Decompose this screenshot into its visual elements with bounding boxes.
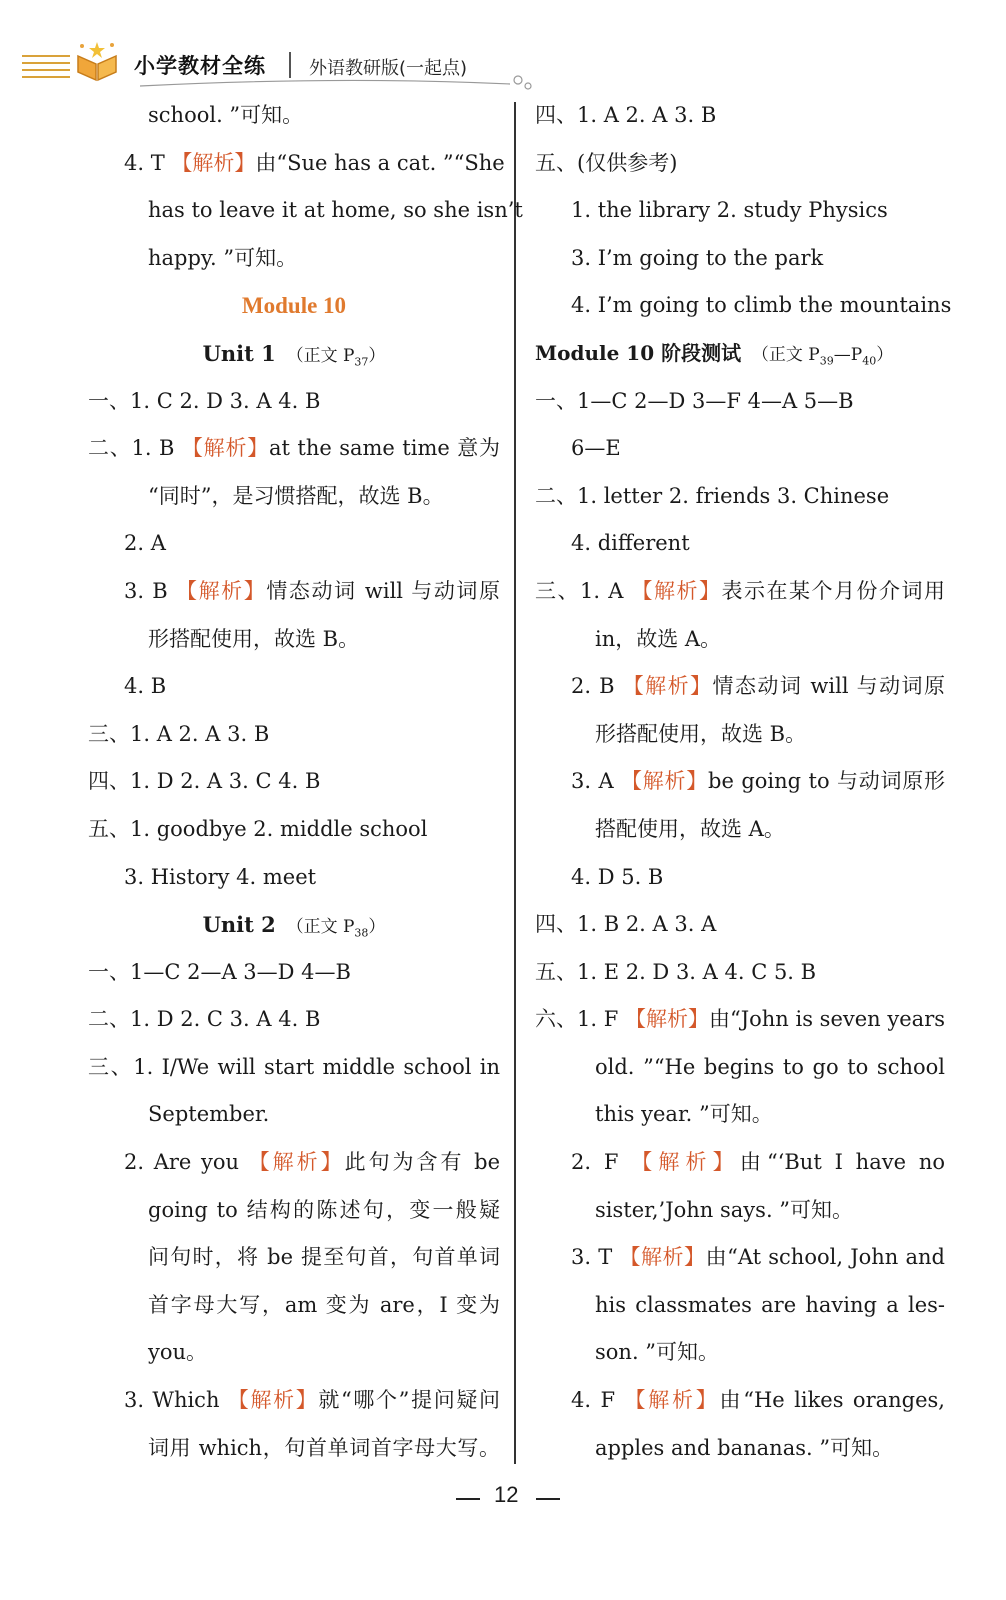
answer-text: September. [148,1102,270,1127]
answer-text: at the same time 意为 [268,436,501,461]
answer-line [88,378,500,426]
answer-text: 4. T [124,150,172,175]
ref-text: （正文 P [286,917,355,938]
answer-text: Module 10 阶段测试 [535,340,742,365]
answer-line [88,1044,500,1092]
left-column [88,92,523,1472]
unit-heading [88,330,500,378]
answer-line [535,1187,945,1235]
answer-text: 二、1. D 2. C 3. A 4. B [88,1007,321,1032]
answer-text: 由“Sue has a cat. ”“She [255,150,505,175]
answer-line [535,1282,945,1330]
answer-line [535,711,945,759]
answer-text: 形搭配使用，故选 B。 [148,626,360,651]
answer-line [88,425,500,473]
answer-text: 一、1. C 2. D 3. A 4. B [88,388,321,413]
answer-text: Module 10 [241,293,347,319]
answer-line [535,996,945,1044]
answer-line [88,473,500,521]
answer-text: this year. ”可知。 [595,1102,773,1127]
answer-line [535,616,945,664]
answer-text: 2. F [571,1150,632,1175]
answer-text: 四、1. B 2. A 3. A [535,912,717,937]
answer-text: 三、1. A [535,578,632,603]
answer-line [88,1282,500,1330]
answer-line [88,140,505,188]
answer-text: apples and bananas. ”可知。 [595,1435,894,1460]
answer-line [88,568,500,616]
header-decoration-lines [22,55,70,83]
textbook-page-ref [276,917,386,940]
answer-text: 3. B [124,578,176,603]
answer-line [88,996,500,1044]
answer-text: 二、1. letter 2. friends 3. Chinese [535,483,890,508]
answer-text: Unit 2 [202,912,276,938]
answer-line [88,949,500,997]
header-swoosh [140,72,535,92]
analysis-tag: 【解析】 [181,436,269,461]
answer-text: 词用 which，句首单词首字母大写。 [148,1435,500,1460]
answer-text: school. ”可知。 [148,103,304,127]
answer-line [88,92,500,140]
answer-line [535,187,945,235]
answer-line [535,425,945,473]
answer-text: his classmates are having a les- [595,1292,945,1317]
answer-text: 3. T [571,1245,620,1270]
ref-text: ） [368,345,386,366]
footer-dash-right [536,1498,560,1500]
analysis-tag: 【解析】 [621,769,709,794]
answer-text: 三、1. A 2. A 3. B [88,721,270,746]
answer-text: old. ”“He begins to go to school [595,1054,945,1079]
answer-line [88,711,500,759]
answer-text: you。 [148,1340,208,1365]
answer-line [535,663,945,711]
textbook-page-ref [276,345,386,369]
answer-line [88,1187,500,1235]
open-book-icon [72,36,122,82]
ref-text: ） [368,917,386,938]
answer-line [535,140,945,188]
answer-line [88,806,500,854]
answer-line [535,901,945,949]
answer-line [535,235,945,283]
answer-text: 2. B [571,674,623,699]
answer-line [535,520,945,568]
ref-page: 37 [354,355,369,369]
analysis-tag: 【解析】 [171,150,256,175]
answer-text: 情态动词 will 与动词原 [266,578,500,603]
answer-text: 问句时，将 be 提至句首，句首单词 [148,1245,500,1270]
analysis-tag: 【解析】 [622,674,713,699]
analysis-tag: 【解析】 [227,1388,319,1413]
answer-text: 6—E [571,436,621,461]
answer-text: 3. A [571,769,622,794]
series-title: 小学教材全练 [134,54,266,78]
answer-text: 五、(仅供参考) [535,150,678,175]
answer-text: 五、1. E 2. D 3. A 4. C 5. B [535,959,817,984]
page-footer [0,1478,1006,1518]
answer-line [88,187,523,235]
answer-line [535,758,945,806]
test-heading [535,330,945,378]
column-divider [514,102,516,1464]
answer-text: 1. the library 2. study Physics [571,198,888,223]
answer-text: 由“John is seven years [708,1007,946,1032]
answer-line [535,568,945,616]
page-number: 12 [494,1482,519,1507]
answer-line [535,1377,945,1425]
answer-text: 4. different [571,531,690,556]
answer-text: 由“‘But I have no [739,1150,946,1175]
answer-text: 形搭配使用，故选 B。 [595,721,807,746]
answer-line [88,1425,500,1473]
analysis-tag: 【解析】 [631,578,722,603]
answer-text: “同时”，是习惯搭配，故选 B。 [148,483,444,508]
answer-text: 五、1. goodbye 2. middle school [88,816,428,841]
answer-text: has to leave it at home, so she isn’t [148,198,523,223]
answer-text: 四、1. A 2. A 3. B [535,103,717,127]
answer-line [88,616,500,664]
analysis-tag: 【解析】 [175,578,267,603]
answer-text: 情态动词 will 与动词原 [712,674,946,699]
answer-line [535,854,945,902]
answer-line [535,378,945,426]
answer-text: 由“At school, John and [705,1245,945,1270]
answer-line [88,1329,500,1377]
unit-heading [88,901,500,949]
answer-line [535,1425,945,1473]
edition-label: 外语教研版(一起点) [309,58,468,79]
answer-text: going to 结构的陈述句，变一般疑 [148,1197,500,1222]
answer-line [88,1234,500,1282]
answer-text: 一、1—C 2—D 3—F 4—A 5—B [535,388,854,413]
analysis-tag: 【解析】 [248,1150,345,1175]
answer-line [88,1377,500,1425]
answer-text: in，故选 A。 [595,626,722,651]
ref-text: ） [876,344,894,365]
answer-line [535,949,945,997]
answer-text: 一、1—C 2—A 3—D 4—B [88,959,351,984]
textbook-page-ref [741,344,894,368]
answer-text: happy. ”可知。 [148,245,298,270]
answer-line [88,235,500,283]
answer-text: 搭配使用，故选 A。 [595,816,785,841]
ref-text: （正文 P [286,345,355,366]
analysis-tag: 【解析】 [624,1388,720,1413]
answer-line [535,282,952,330]
answer-text: 由“He likes oranges, [719,1388,945,1413]
answer-text: 四、1. D 2. A 3. C 4. B [88,769,321,794]
module-heading [88,282,500,330]
ref-text: （正文 P [751,344,820,365]
answer-text: 4. F [571,1388,625,1413]
answer-text: 4. I’m going to climb the mountains [571,293,952,318]
answer-line [88,520,500,568]
answer-text: 三、1. I/We will start middle school in [88,1054,500,1079]
ref-page: 38 [354,926,369,940]
ref-text: —P [833,344,863,365]
answer-line [88,758,500,806]
answer-text: 2. A [124,531,166,556]
ref-page: 39 [819,354,834,368]
answer-line [88,1091,500,1139]
answer-text: 3. History 4. meet [124,864,317,889]
answer-text: 4. B [124,674,167,699]
answer-line [535,473,945,521]
answer-line [535,1139,945,1187]
footer-dash-left [456,1498,480,1500]
answer-text: 3. Which [124,1388,228,1413]
answer-line [535,1044,945,1092]
answer-line [535,806,945,854]
analysis-tag: 【解析】 [631,1150,740,1175]
answer-text: 3. I’m going to the park [571,245,824,270]
answer-text: son. ”可知。 [595,1340,720,1365]
answer-text: 六、1. F [535,1007,625,1032]
page-header [0,0,1006,95]
answer-line [535,1329,945,1377]
answer-text: Unit 1 [202,340,276,366]
answer-text: 二、1. B [88,436,182,461]
right-column [535,92,952,1472]
answer-text: 就“哪个”提问疑问 [318,1388,500,1413]
answer-text: 首字母大写，am 变为 are，I 变为 [148,1292,500,1317]
answer-line [535,1091,945,1139]
answer-text: be going to 与动词原形 [708,769,945,794]
answer-text: 4. D 5. B [571,864,664,889]
answer-line [88,1139,500,1187]
answer-text: 此句为含有 be [344,1150,501,1175]
answer-text: 2. Are you [124,1150,249,1175]
answer-line [88,854,500,902]
analysis-tag: 【解析】 [624,1007,709,1032]
answer-line [535,1234,945,1282]
answer-line [88,663,500,711]
answer-text: sister,’John says. ”可知。 [595,1197,854,1222]
answer-text: 表示在某个月份介词用 [721,578,946,603]
answer-line [535,92,945,140]
analysis-tag: 【解析】 [619,1245,706,1270]
ref-page: 40 [862,354,877,368]
